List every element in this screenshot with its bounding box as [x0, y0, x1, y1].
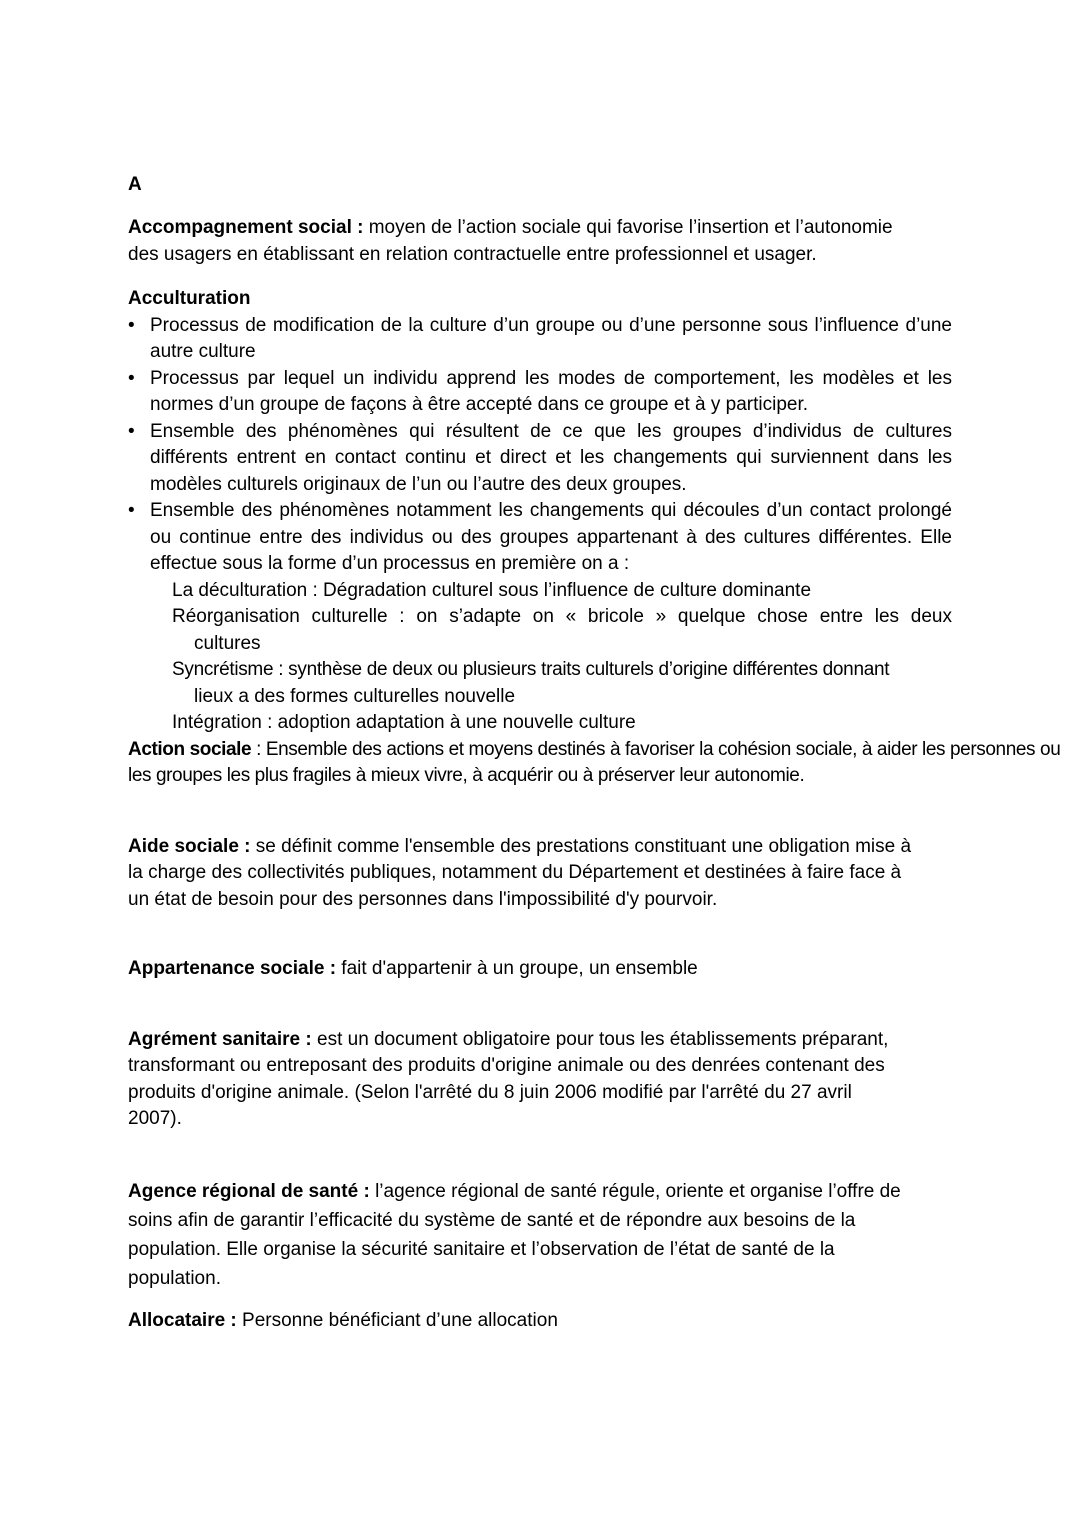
sub-item-integration [172, 710, 952, 737]
entry-aide-sociale [128, 834, 958, 914]
sub-item-text: La déculturation : Dégradation culturel sous l’influence de culture dominante [172, 579, 812, 601]
entry-term: Acculturation [128, 288, 251, 309]
sub-item-syncretisme [172, 657, 952, 710]
entry-allocataire [128, 1308, 928, 1335]
entry-text: produits d'origine animale. (Selon l'arrêté du 8 juin 2006 modifié par l'arrêté du 27 avril [128, 1081, 852, 1103]
entry-accompagnement-social [128, 215, 948, 268]
entry-text: fait d'appartenir à un groupe, un ensemble [336, 958, 698, 979]
entry-term: Agrément sanitaire : [128, 1028, 312, 1050]
section-letter: A [128, 174, 142, 195]
entry-term: Action sociale [128, 738, 252, 760]
list-item [128, 419, 952, 499]
entry-appartenance-sociale [128, 956, 928, 983]
entry-term: Aide sociale : [128, 835, 251, 857]
entry-term: Allocataire : [128, 1309, 237, 1331]
entry-agrement-sanitaire [128, 1027, 958, 1133]
entry-text: la charge des collectivités publiques, notamment du Département et destinées à faire face à [128, 862, 902, 883]
entry-text: l’agence régional de santé régule, oriente et organise l’offre de [369, 1180, 901, 1202]
entry-text: population. [128, 1267, 221, 1289]
sub-item-text: Intégration : adoption adaptation à une nouvelle culture [172, 712, 636, 733]
entry-text: soins afin de garantir l’efficacité du système de santé et de répondre aux besoins de la [128, 1209, 856, 1231]
sub-item-text-continued: cultures [194, 632, 261, 654]
sub-item-reorganisation [172, 604, 952, 657]
list-item [128, 313, 952, 366]
list-item-text: Ensemble des phénomènes notamment les changements qui découles d’un contact prolongé ou continue entre des individus ou des groupes appartenant à des cultures différentes. Elle effectue sous la forme d’un processus en première on a : [150, 500, 952, 574]
list-item-text: Processus par lequel un individu apprend les modes de comportement, les modèles et les normes d’un groupe de façons à être accepté dans ce groupe et à y participer. [150, 367, 952, 415]
entry-term: Agence régional de santé : [128, 1180, 370, 1202]
sub-item-text-continued: lieux a des formes culturelles nouvelle [194, 685, 516, 707]
entry-acculturation [128, 286, 952, 737]
entry-text: un état de besoin pour des personnes dans l'impossibilité d'y pourvoir. [128, 888, 718, 910]
entry-text: 2007). [128, 1108, 182, 1129]
entry-term: Accompagnement social : [128, 217, 364, 238]
entry-agence-regional-sante [128, 1177, 958, 1293]
entry-action-sociale [128, 737, 1080, 790]
entry-text: moyen de l’action sociale qui favorise l’insertion et l’autonomie [363, 217, 893, 238]
document-page [128, 172, 1068, 1334]
entry-text: Personne bénéficiant d’une allocation [236, 1309, 558, 1331]
entry-term: Appartenance sociale : [128, 958, 337, 979]
entry-text: transformant ou entreposant des produits d'origine animale ou des denrées contenant des [128, 1055, 885, 1076]
bullet-icon: • [128, 367, 135, 389]
entry-text: se définit comme l'ensemble des prestations constituant une obligation mise à [250, 835, 912, 857]
list-item [128, 498, 952, 578]
entry-text: les groupes les plus fragiles à mieux vivre, à acquérir ou à préserver leur autonomie. [128, 765, 805, 786]
entry-text: : Ensemble des actions et moyens destinés à favoriser la cohésion sociale, à aider les personnes ou [251, 738, 1061, 760]
list-item-text: Processus de modification de la culture d’un groupe ou d’une personne sous l’influence d’une autre culture [150, 314, 952, 362]
sub-item-text: Réorganisation culturelle : on s’adapte on « bricole » quelque chose entre les deux [172, 606, 952, 627]
bullet-icon: • [128, 314, 135, 336]
sub-item-deculturation [172, 578, 952, 605]
list-item-text: Ensemble des phénomènes qui résultent de ce que les groupes d’individus de cultures différents entrent en contact continu et direct et les changements qui surviennent dans les modèles culturels originaux de l’un ou l’autre des deux groupes. [150, 420, 952, 495]
entry-text: est un document obligatoire pour tous les établissements préparant, [311, 1028, 889, 1050]
list-item [128, 366, 952, 419]
bullet-icon: • [128, 420, 135, 442]
sub-item-text: Syncrétisme : synthèse de deux ou plusieurs traits culturels d’origine différentes donnant [172, 659, 890, 680]
bullet-icon: • [128, 500, 135, 521]
acculturation-bullet-list [128, 313, 952, 578]
entry-text: des usagers en établissant en relation contractuelle entre professionnel et usager. [128, 243, 817, 265]
entry-text: population. Elle organise la sécurité sanitaire et l’observation de l’état de santé de la [128, 1238, 835, 1260]
